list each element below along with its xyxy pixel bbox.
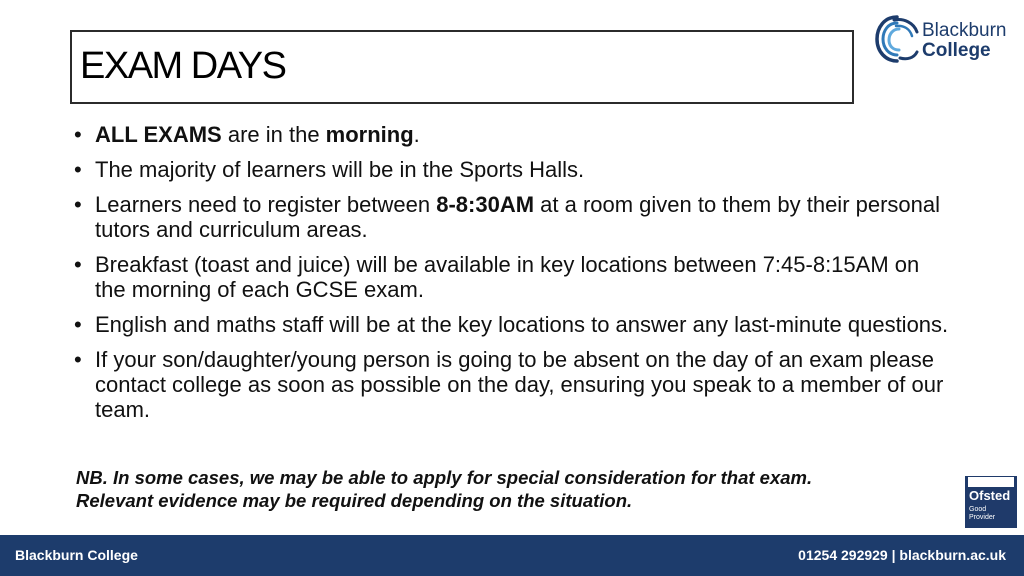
bullet-text-bold: ALL EXAMS [95, 122, 222, 147]
bullet-item [74, 347, 954, 422]
bullet-text: . [413, 122, 420, 147]
bullet-text: are in the [221, 122, 326, 147]
bullet-item [74, 157, 954, 182]
bullet-item [74, 252, 954, 302]
footer-college-name: Blackburn College [15, 547, 138, 563]
bullet-text: English and maths staff will be at the key locations to answer any last-minute questions. [95, 312, 949, 337]
bullet-dot-icon: • [74, 157, 82, 182]
bullet-text: If your son/daughter/young person is going to be absent on the day of an exam please contact college as soon as possible on the day, ensuring you speak to a member of our team. [95, 347, 944, 422]
bullet-dot-icon: • [74, 192, 82, 217]
bullet-text-bold: morning [325, 122, 414, 147]
bullet-item [74, 122, 954, 147]
ofsted-stars-icon [968, 477, 1014, 487]
college-logo-mark-icon [874, 14, 920, 64]
bullet-text-bold: 8-8:30AM [436, 192, 535, 217]
nb-note: NB. In some cases, we may be able to apply for special consideration for that exam. Relevant evidence may be required depending on the situation. [76, 467, 813, 511]
bullet-item [74, 192, 954, 242]
ofsted-rating [969, 506, 995, 522]
bullet-list [74, 122, 954, 432]
logo-text-line1: Blackburn [922, 20, 1007, 41]
title-box [70, 30, 854, 104]
logo-text-line2: College [922, 40, 991, 61]
ofsted-rating-line1: Good [969, 506, 987, 513]
bullet-dot-icon: • [74, 122, 82, 147]
bullet-text: Breakfast (toast and juice) will be available in key locations between 7:45-8:15AM on the morning of each GCSE exam. [95, 252, 920, 302]
bullet-dot-icon: • [74, 312, 82, 337]
ofsted-name: Ofsted [969, 488, 1011, 503]
bullet-text: The majority of learners will be in the Sports Halls. [95, 157, 585, 182]
footer-bar [0, 535, 1024, 576]
bullet-dot-icon: • [74, 347, 82, 372]
ofsted-rating-line2: Provider [969, 514, 996, 521]
footer-contact: 01254 292929 | blackburn.ac.uk [798, 547, 1006, 563]
page-title: EXAM DAYS [80, 45, 286, 87]
bullet-text: at a room given to them by their personal tutors and curriculum areas. [95, 192, 941, 242]
college-logo [874, 14, 1019, 66]
bullet-item [74, 312, 954, 337]
bullet-dot-icon: • [74, 252, 82, 277]
ofsted-badge [965, 476, 1017, 528]
bullet-text: Learners need to register between [95, 192, 437, 217]
